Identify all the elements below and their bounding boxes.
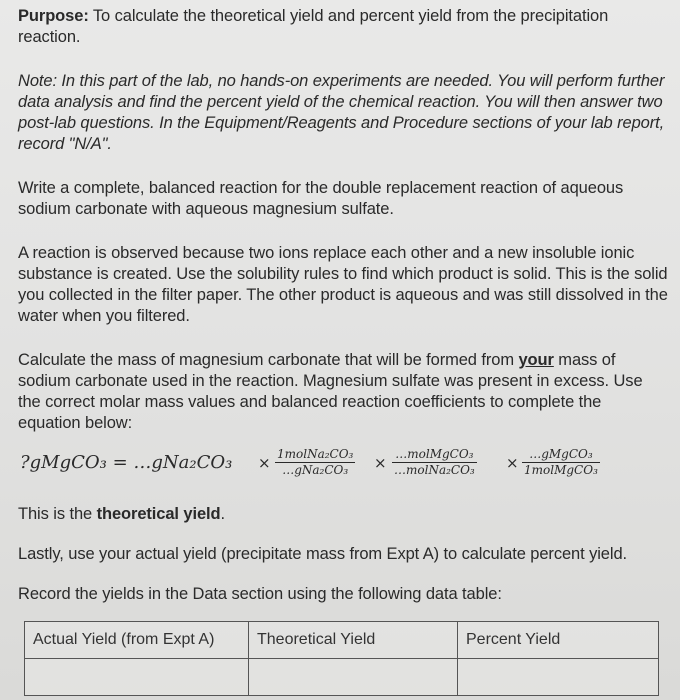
theoretical-bold: theoretical yield (96, 505, 221, 523)
table-row (25, 659, 659, 696)
yield-data-table (24, 621, 659, 696)
write-reaction-paragraph: Write a complete, balanced reaction for the double replacement reaction of aqueous sodium carbonate with aqueous magnesium sulfate. (18, 179, 624, 218)
header-theoretical-yield: Theoretical Yield (249, 622, 458, 659)
cell-percent-yield[interactable] (458, 659, 659, 696)
cell-actual-yield[interactable] (25, 659, 249, 696)
purpose-paragraph (18, 6, 668, 48)
percent-yield-instruction: Lastly, use your actual yield (precipitate mass from Expt A) to calculate percent yield. (18, 545, 628, 563)
reaction-explanation-paragraph: A reaction is observed because two ions replace each other and a new insoluble ionic substance is created. Use the solubility rules to find which product is solid. This is the solid you collected in the filter paper. The other product is aqueous and was still dissolved in the water when you filtered. (18, 244, 668, 325)
fraction-3-numerator: …gMgCO₃ (522, 448, 600, 463)
theoretical-yield-line (18, 504, 668, 525)
lab-instructions (18, 6, 668, 605)
calculate-emphasis: your (518, 351, 554, 369)
fraction-3-denominator: 1molMgCO₃ (524, 463, 598, 477)
theoretical-suffix: . (220, 505, 225, 523)
fraction-1-numerator: 1molNa₂CO₃ (277, 447, 354, 461)
table-header-row (25, 622, 659, 659)
purpose-label: Purpose: (18, 7, 89, 25)
theoretical-prefix: This is the (18, 505, 97, 523)
times-symbol: × (374, 454, 387, 472)
fraction-2 (392, 448, 477, 477)
fraction-1-denominator: …gNa₂CO₃ (282, 463, 349, 477)
cell-theoretical-yield[interactable] (249, 659, 458, 696)
note-paragraph: Note: In this part of the lab, no hands-on experiments are needed. You will perform further data analysis and find the percent yield of the chemical reaction. You will then answer two post-lab questions. In the Equipment/Reagents and Procedure sections of your lab report, record "N/A". (18, 72, 665, 153)
record-instruction: Record the yields in the Data section using the following data table: (18, 585, 502, 603)
fraction-2-denominator: …molNa₂CO₃ (394, 463, 475, 477)
times-symbol: × (258, 454, 271, 472)
stoichiometry-equation (18, 442, 668, 486)
fraction-1 (275, 448, 355, 477)
fraction-3 (522, 448, 600, 477)
purpose-text: To calculate the theoretical yield and percent yield from the precipitation reaction. (18, 7, 609, 46)
calculate-paragraph (18, 350, 668, 434)
header-actual-yield: Actual Yield (from Expt A) (25, 622, 249, 659)
equation-lhs: ?gMgCO₃ = …gNa₂CO₃ (20, 452, 233, 473)
calculate-text-1: Calculate the mass of magnesium carbonate that will be formed from (18, 351, 519, 369)
calculate-text-2: mass of sodium carbonate used in the reaction. Magnesium sulfate was present in excess. Use the correct molar mass values and balanced reaction coefficients to complete the equation below: (18, 351, 643, 432)
header-percent-yield: Percent Yield (458, 622, 659, 659)
fraction-2-numerator: …molMgCO₃ (392, 448, 477, 463)
times-symbol: × (506, 454, 519, 472)
